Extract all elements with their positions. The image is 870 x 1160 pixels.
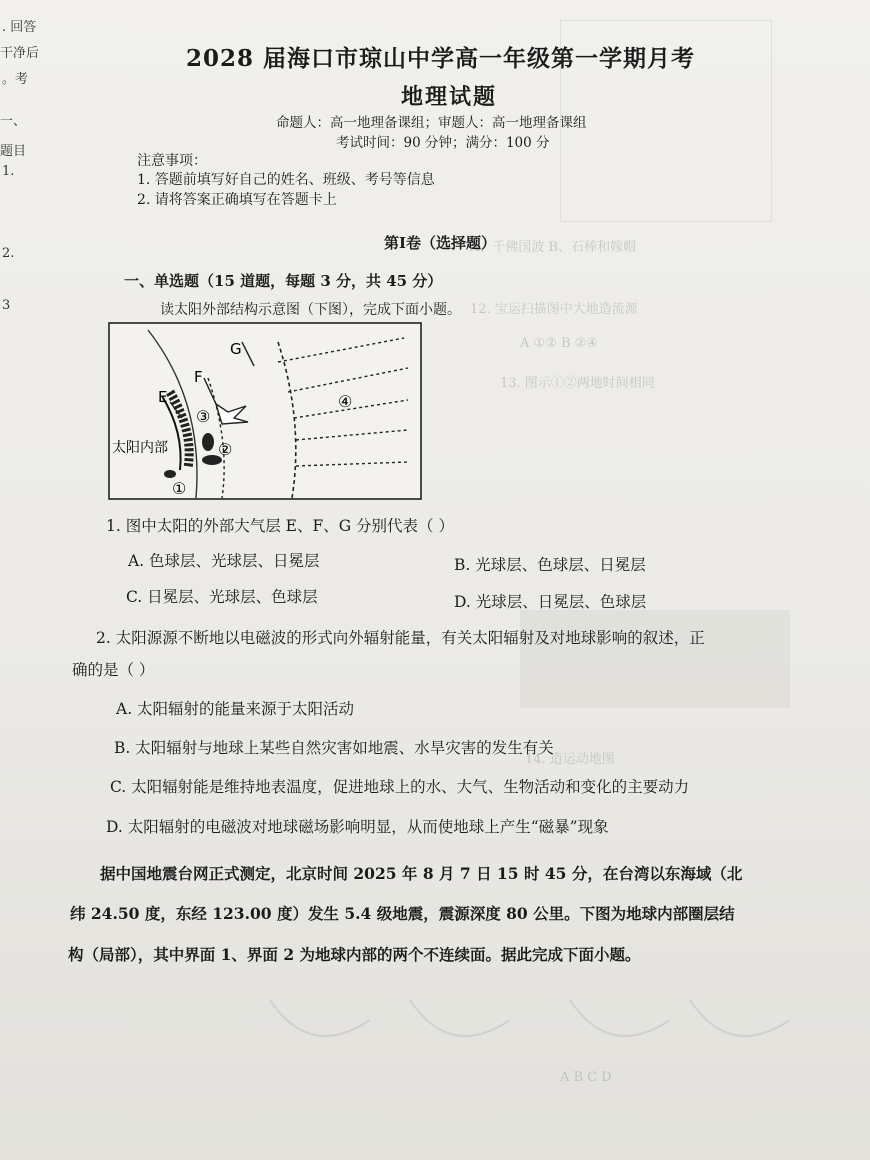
question-1-stem: 1. 图中太阳的外部大气层 E、F、G 分别代表（ ） xyxy=(106,517,454,535)
bleed-text: 14. 造运动地图 xyxy=(525,752,615,767)
notice-heading: 注意事项： xyxy=(137,153,207,169)
margin-fragment: 1. xyxy=(2,164,15,179)
question-2-stem-cont: 确的是（ ） xyxy=(72,661,155,679)
margin-fragment: 2. xyxy=(2,246,15,261)
exam-title: 2028 届海口市琼山中学高一年级第一学期月考 xyxy=(186,45,696,72)
exam-subtitle: 地理试题 xyxy=(401,84,498,110)
question-intro: 读太阳外部结构示意图（下图），完成下面小题。 xyxy=(160,302,461,318)
section-heading: 一、单选题（15 道题，每题 3 分，共 45 分） xyxy=(124,272,443,290)
bleed-text: A B C D xyxy=(560,1070,612,1085)
q1-option-a: A. 色球层、光球层、日冕层 xyxy=(128,552,320,570)
q2-option-c: C. 太阳辐射能是维持地表温度，促进地球上的水、大气、生物活动和变化的主要动力 xyxy=(110,778,690,796)
passage-line-1: 据中国地震台网正式测定，北京时间 2025 年 8 月 7 日 15 时 45 分，在台湾以东海域（北 xyxy=(100,864,743,883)
marker-2: ② xyxy=(218,440,233,459)
margin-fragment: 一、 xyxy=(0,114,27,129)
margin-fragment: 题目 xyxy=(0,144,27,159)
q2-option-d: D. 太阳辐射的电磁波对地球磁场影响明显，从而使地球上产生“磁暴”现象 xyxy=(106,818,609,836)
q1-option-b: B. 光球层、色球层、日冕层 xyxy=(454,556,646,574)
bleed-text: A、千佛国波 B、石棒和嫁帽 xyxy=(470,240,637,255)
margin-fragment: 干净后 xyxy=(0,46,40,61)
passage-line-3: 构（局部），其中界面 1、界面 2 为地球内部的两个不连续面。据此完成下面小题。 xyxy=(68,945,641,964)
bleed-shading xyxy=(520,610,790,708)
q1-option-d: D. 光球层、日冕层、色球层 xyxy=(454,593,647,611)
marker-3: ③ xyxy=(196,407,211,426)
bleed-text: A ①② B ②④ xyxy=(520,336,598,351)
notice-item: 1. 答题前填写好自己的姓名、班级、考号等信息 xyxy=(137,172,435,188)
q2-option-a: A. 太阳辐射的能量来源于太阳活动 xyxy=(116,700,355,718)
label-e: E xyxy=(158,388,168,406)
bleed-text: 13. 图示①②两地时间相同 xyxy=(500,376,655,391)
bleed-diagrams xyxy=(250,990,810,1090)
marker-4: ④ xyxy=(338,392,353,411)
question-2-stem: 2. 太阳源源不断地以电磁波的形式向外辐射能量，有关太阳辐射及对地球影响的叙述，正 xyxy=(96,629,705,647)
sun-structure-diagram xyxy=(108,322,422,500)
margin-fragment: . 回答 xyxy=(2,20,37,35)
q2-option-b: B. 太阳辐射与地球上某些自然灾害如地震、水旱灾害的发生有关 xyxy=(114,739,554,757)
notice-item: 2. 请将答案正确填写在答题卡上 xyxy=(137,192,337,208)
exam-authors: 命题人：高一地理备课组；审题人：高一地理备课组 xyxy=(276,115,587,131)
exam-time-score: 考试时间：90 分钟；满分：100 分 xyxy=(336,135,550,151)
label-f: F xyxy=(194,368,203,386)
label-g: G xyxy=(230,340,242,358)
margin-fragment: 。考 xyxy=(2,72,29,87)
marker-1: ① xyxy=(172,479,187,498)
bleed-text: 12. 宝运扫描图中大地造流源 xyxy=(470,302,638,317)
part-title: 第Ⅰ卷（选择题） xyxy=(384,234,497,252)
passage-line-2: 纬 24.50 度，东经 123.00 度）发生 5.4 级地震，震源深度 80 公里。下图为地球内部圈层结 xyxy=(70,904,735,923)
label-sun-interior: 太阳内部 xyxy=(112,440,168,456)
margin-fragment: 3 xyxy=(2,298,11,313)
q1-option-c: C. 日冕层、光球层、色球层 xyxy=(126,588,318,606)
